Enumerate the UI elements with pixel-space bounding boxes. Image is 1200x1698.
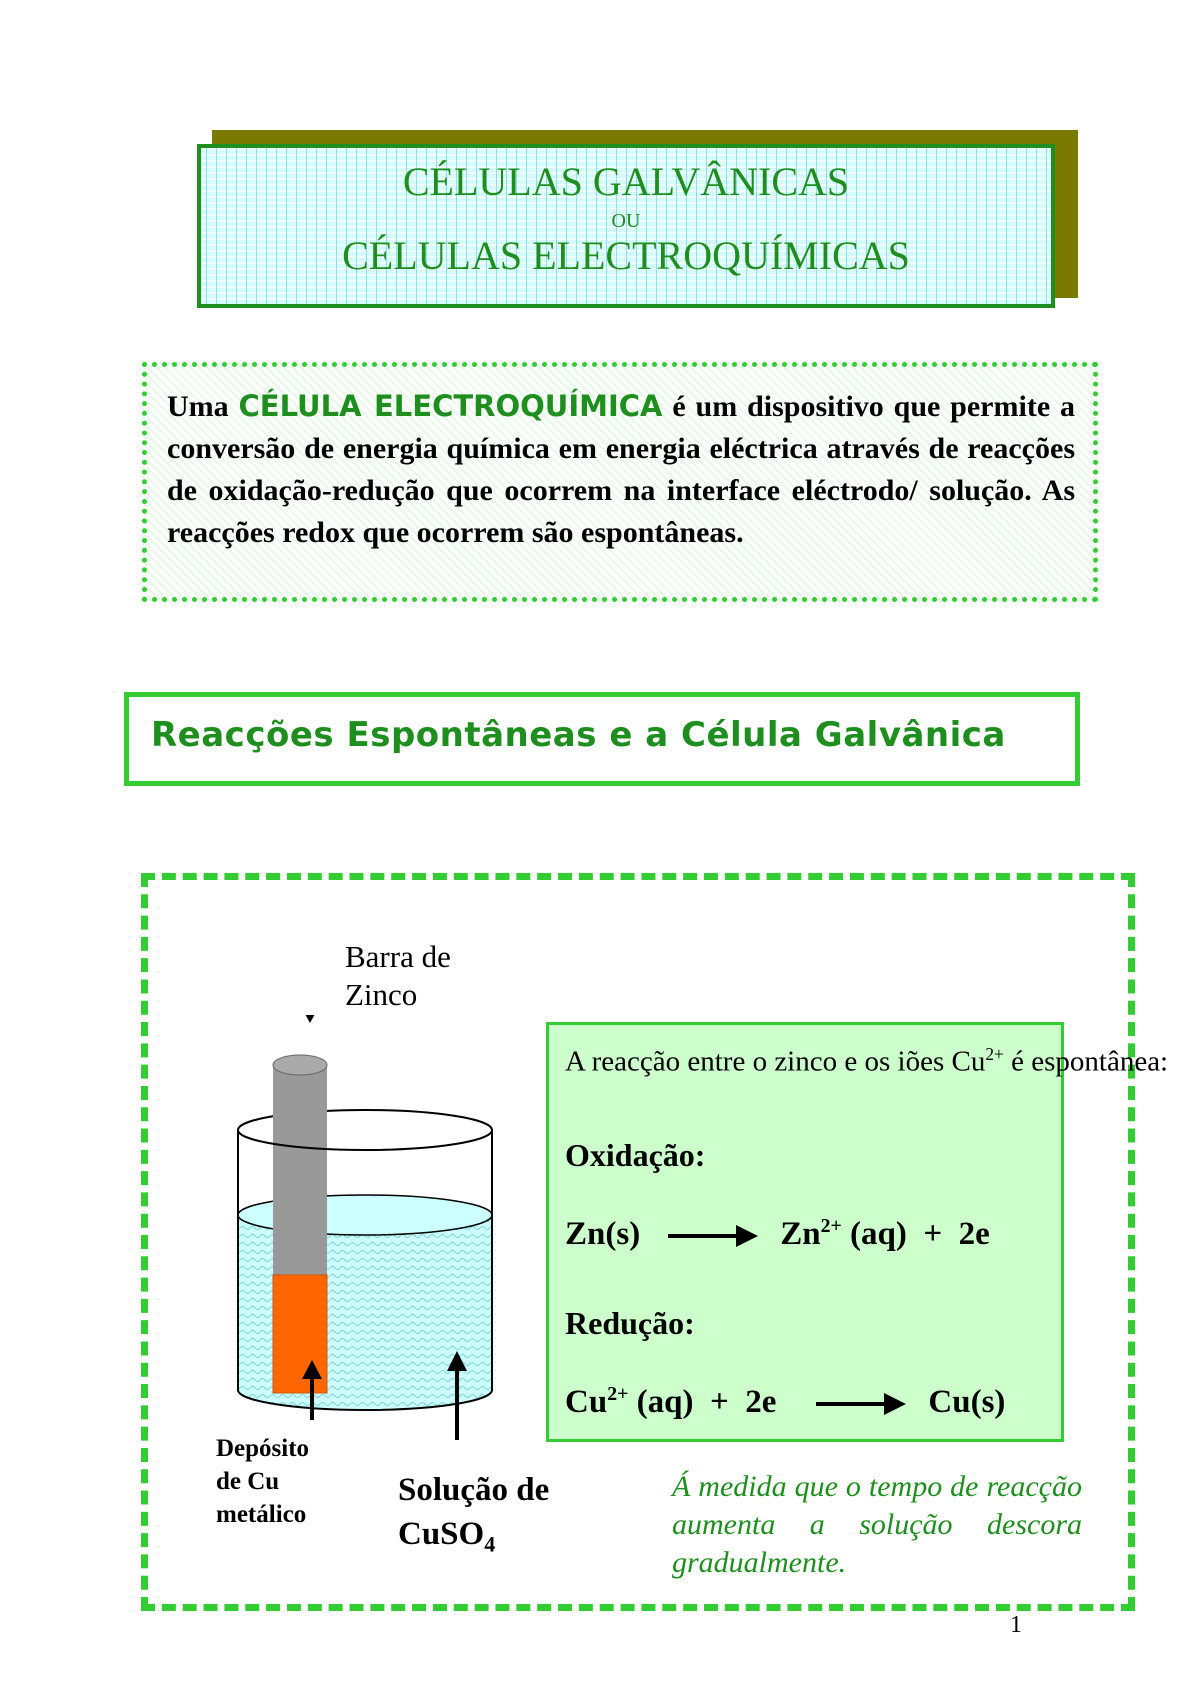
ox-product-rest: (aq) + 2e bbox=[841, 1216, 990, 1252]
label-zinc-bar-line: Zinco bbox=[345, 977, 418, 1012]
note-text: Á medida que o tempo de reacção aumenta a solução descora gradualmente. bbox=[672, 1470, 1082, 1579]
label-solution bbox=[398, 1468, 549, 1567]
definition-emphasis: CÉLULA ELECTROQUÍMICA bbox=[238, 389, 663, 423]
title-line-1: CÉLULAS GALVÂNICAS bbox=[402, 159, 850, 204]
arrow-down-icon bbox=[300, 1015, 320, 1023]
reduction-label: Redução: bbox=[565, 1305, 695, 1341]
charge-superscript: 2+ bbox=[820, 1215, 842, 1237]
charge-superscript: 2+ bbox=[607, 1383, 629, 1405]
reduction-equation bbox=[565, 1383, 1005, 1421]
label-deposit-line: de Cu bbox=[216, 1468, 280, 1495]
charge-superscript: 2+ bbox=[985, 1044, 1004, 1064]
oxidation-label: Oxidação: bbox=[565, 1137, 706, 1173]
reaction-intro bbox=[565, 1035, 1169, 1081]
intro-text: A reacção entre o zinco e os iões Cu bbox=[565, 1045, 986, 1078]
oxidation-equation bbox=[565, 1215, 990, 1253]
page-number: 1 bbox=[1010, 1612, 1022, 1638]
formula-subscript: 4 bbox=[484, 1531, 496, 1557]
red-reactant-rest: (aq) + 2e bbox=[628, 1384, 777, 1420]
red-product: Cu(s) bbox=[928, 1384, 1006, 1420]
ox-reactant: Zn(s) bbox=[565, 1216, 641, 1252]
definition-lead: Uma bbox=[167, 390, 229, 423]
title-line-2: CÉLULAS ELECTROQUÍMICAS bbox=[342, 233, 910, 278]
red-reactant: Cu bbox=[565, 1384, 608, 1420]
label-deposit-line: Depósito bbox=[216, 1435, 310, 1462]
intro-text: é espontânea: bbox=[1003, 1045, 1169, 1078]
reaction-box bbox=[546, 1022, 1169, 1442]
label-solution-line: Solução de bbox=[398, 1472, 550, 1508]
formula-base: CuSO bbox=[398, 1516, 485, 1552]
beaker-diagram bbox=[200, 1015, 500, 1455]
label-solution-formula bbox=[398, 1512, 549, 1567]
ox-product: Zn bbox=[780, 1216, 821, 1252]
arrow-right-icon bbox=[816, 1402, 900, 1406]
arrow-right-icon bbox=[668, 1234, 752, 1238]
title-or: OU bbox=[611, 210, 641, 232]
label-deposit-line: metálico bbox=[216, 1501, 307, 1528]
label-zinc-bar-line: Barra de bbox=[345, 939, 451, 974]
label-zinc-bar bbox=[345, 938, 451, 1014]
definition-box bbox=[142, 362, 1098, 602]
label-copper-deposit bbox=[216, 1432, 309, 1531]
section-title: Reacções Espontâneas e a Célula Galvânica bbox=[151, 715, 1006, 755]
title-box bbox=[197, 144, 1055, 308]
definition-rest: é um dispositivo que permite a conversão de energia química em energia eléctrica através de reacções de oxidação-redução que ocorrem na interface eléctrodo/ solução. As reacções redox que ocorrem são espontâneas. bbox=[167, 390, 1075, 549]
definition-text bbox=[167, 385, 1075, 554]
section-heading-box bbox=[124, 692, 1080, 786]
zinc-bar bbox=[273, 1055, 327, 1275]
